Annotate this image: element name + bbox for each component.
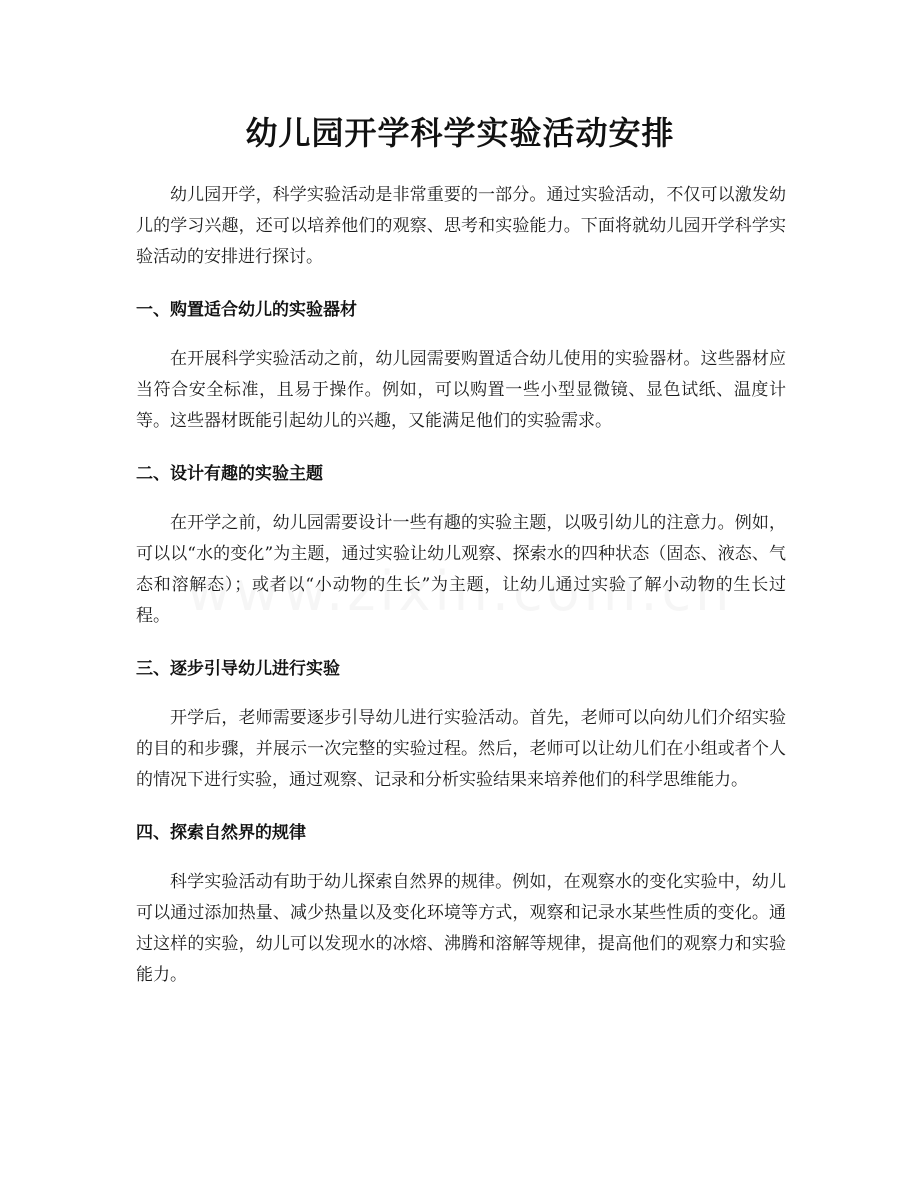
- section-body-2: 在开学之前，幼儿园需要设计一些有趣的实验主题，以吸引幼儿的注意力。例如，可以以“水的变化”为主题，通过实验让幼儿观察、探索水的四种状态（固态、液态、气态和溶解态）；或者以“小动物的生长”为主题，让幼儿通过实验了解小动物的生长过程。: [136, 513, 786, 626]
- section-heading-4: 四、探索自然界的规律: [136, 823, 306, 843]
- document-body: [136, 180, 786, 991]
- section-body-4: 科学实验活动有助于幼儿探索自然界的规律。例如，在观察水的变化实验中，幼儿可以通过添加热量、减少热量以及变化环境等方式，观察和记录水某些性质的变化。通过这样的实验，幼儿可以发现水的冰熔、沸腾和溶解等规律，提高他们的观察力和实验能力。: [136, 872, 786, 985]
- spacer: [136, 685, 786, 703]
- spacer: [136, 796, 786, 818]
- section-body-3: 开学后，老师需要逐步引导幼儿进行实验活动。首先，老师可以向幼儿们介绍实验的目的和步骤，并展示一次完整的实验过程。然后，老师可以让幼儿们在小组或者个人的情况下进行实验，通过观察、记录和分析实验结果来培养他们的科学思维能力。: [136, 708, 786, 790]
- spacer: [136, 490, 786, 508]
- section-heading-1: 一、购置适合幼儿的实验器材: [136, 300, 357, 320]
- spacer: [136, 326, 786, 344]
- spacer: [136, 273, 786, 295]
- section-heading-2: 二、设计有趣的实验主题: [136, 464, 323, 484]
- intro-paragraph: 幼儿园开学，科学实验活动是非常重要的一部分。通过实验活动，不仅可以激发幼儿的学习兴趣，还可以培养他们的观察、思考和实验能力。下面将就幼儿园开学科学实验活动的安排进行探讨。: [136, 185, 786, 267]
- page-title: 幼儿园开学科学实验活动安排: [245, 114, 675, 152]
- spacer: [136, 437, 786, 459]
- section-body-1: 在开展科学实验活动之前，幼儿园需要购置适合幼儿使用的实验器材。这些器材应当符合安全标准，且易于操作。例如，可以购置一些小型显微镜、显色试纸、温度计等。这些器材既能引起幼儿的兴趣，又能满足他们的实验需求。: [136, 349, 786, 431]
- spacer: [136, 632, 786, 654]
- section-heading-3: 三、逐步引导幼儿进行实验: [136, 659, 340, 679]
- spacer: [136, 849, 786, 867]
